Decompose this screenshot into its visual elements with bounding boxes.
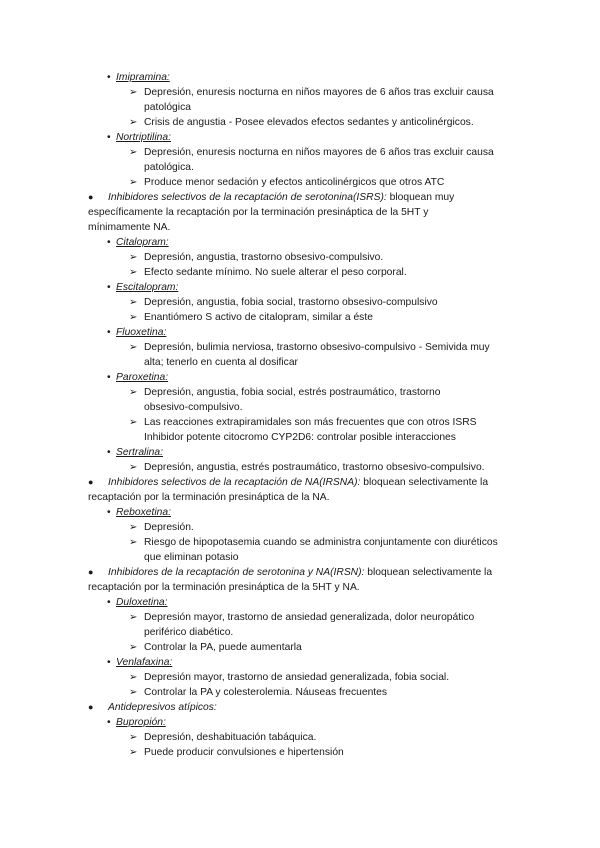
category-irsn: ● Inhibidores de la recaptación de serotonina y NA(IRSN): bloquean selectivamente la [88,567,493,578]
arrow-icon: ➢ [129,747,138,758]
drug-name: Paroxetina: [116,372,169,383]
list-item: ➢ Controlar la PA, puede aumentarla [129,642,302,653]
arrow-icon: ➢ [129,117,138,128]
drug-name: Nortriptilina: [116,132,171,143]
list-item: ➢ Controlar la PA y colesterolemia. Náuseas frecuentes [129,687,388,698]
document-body [0,70,600,760]
list-item: ➢ Crisis de angustia - Posee elevados efectos sedantes y anticolinérgicos. [129,117,474,128]
arrow-icon: ➢ [129,387,138,398]
arrow-icon: ➢ [129,642,138,653]
category-description: recaptación por la terminación presináptica de la 5HT y NA. [88,582,360,593]
list-item: ➢ Depresión, enuresis nocturna en niños mayores de 6 años tras excluir causa [129,147,494,158]
list-item: ➢ Depresión. [129,522,194,533]
list-item: ➢ Depresión, enuresis nocturna en niños mayores de 6 años tras excluir causa [129,87,494,98]
list-item: ➢ Las reacciones extrapiramidales son más frecuentes que con otros ISRS [129,417,477,428]
category-description: recaptación por la terminación presináptica de la NA. [88,492,330,503]
drug-item-bupropion [0,715,600,730]
drug-item-reboxetina [0,505,600,520]
drug-name: Escitalopram: [116,282,179,293]
category-atipicos [0,700,600,715]
dot-icon: ● [88,702,94,712]
bullet-icon: • [107,657,111,668]
drug-name: Sertralina: [116,447,163,458]
arrow-icon: ➢ [129,297,138,308]
list-item: ➢ Depresión mayor, trastorno de ansiedad generalizada, fobia social. [129,672,450,683]
arrow-icon: ➢ [129,252,138,263]
drug-item-fluoxetina [0,325,600,340]
dot-icon: ● [88,477,94,487]
list-item-continuation: que eliminan potasio [144,552,239,563]
bullet-icon: • [107,282,111,293]
arrow-icon: ➢ [129,732,138,743]
drug-item-paroxetina [0,370,600,385]
list-item: ➢ Depresión mayor, trastorno de ansiedad generalizada, dolor neuropático [129,612,475,623]
drug-name: Duloxetina: [116,597,168,608]
category-title: Antidepresivos atípicos: [108,702,217,713]
list-item: ➢ Enantiómero S activo de citalopram, similar a éste [129,312,373,323]
bullet-icon: • [107,597,111,608]
list-item: ➢ Depresión, bulimia nerviosa, trastorno obsesivo-compulsivo - Semivida muy [129,342,490,353]
drug-name: Imipramina: [116,72,170,83]
dot-icon: ● [88,192,94,202]
arrow-icon: ➢ [129,267,138,278]
list-item: ➢ Efecto sedante mínimo. No suele alterar el peso corporal. [129,267,407,278]
list-item-continuation: patológica [144,102,191,113]
category-title: Inhibidores selectivos de la recaptación de NA(IRSNA): [108,477,361,488]
category-irsna: ● Inhibidores selectivos de la recaptación de NA(IRSNA): bloquean selectivamente la [88,477,489,488]
list-item: ➢ Produce menor sedación y efectos anticolinérgicos que otros ATC [129,177,445,188]
dot-icon: ● [88,567,94,577]
arrow-icon: ➢ [129,672,138,683]
list-item-continuation: obsesivo-compulsivo. [144,402,243,413]
drug-item-nortriptilina [0,130,600,145]
arrow-icon: ➢ [129,147,138,158]
drug-name: Reboxetina: [116,507,171,518]
category-description: mínimamente NA. [88,222,171,233]
arrow-icon: ➢ [129,177,138,188]
drug-item-citalopram [0,235,600,250]
list-item-continuation: periférico diabético. [144,627,234,638]
bullet-icon: • [107,237,111,248]
bullet-icon: • [107,132,111,143]
list-item: ➢ Puede producir convulsiones e hipertensión [129,747,344,758]
bullet-icon: • [107,372,111,383]
arrow-icon: ➢ [129,462,138,473]
drug-name: Citalopram: [116,237,169,248]
arrow-icon: ➢ [129,522,138,533]
drug-name: Bupropión: [116,717,166,728]
drug-item-escitalopram [0,280,600,295]
list-item: ➢ Depresión, angustia, fobia social, estrés postraumático, trastorno [129,387,441,398]
arrow-icon: ➢ [129,417,138,428]
list-item-continuation: alta; tenerlo en cuenta al dosificar [144,357,298,368]
arrow-icon: ➢ [129,537,138,548]
arrow-icon: ➢ [129,87,138,98]
list-item-continuation: Inhibidor potente citocromo CYP2D6: controlar posible interacciones [144,432,456,443]
category-title: Inhibidores selectivos de la recaptación de serotonina(ISRS): [108,192,387,203]
drug-item-imipramina [0,70,600,85]
list-item-continuation: patológica. [144,162,194,173]
list-item: ➢ Riesgo de hipopotasemia cuando se administra conjuntamente con diuréticos [129,537,498,548]
list-item: ➢ Depresión, angustia, trastorno obsesivo-compulsivo. [129,252,384,263]
bullet-icon: • [107,507,111,518]
list-item: ➢ Depresión, angustia, estrés postraumático, trastorno obsesivo-compulsivo. [129,462,485,473]
drug-name: Venlafaxina: [116,657,173,668]
arrow-icon: ➢ [129,612,138,623]
arrow-icon: ➢ [129,312,138,323]
drug-item-duloxetina [0,595,600,610]
category-isrs: ● Inhibidores selectivos de la recaptación de serotonina(ISRS): bloquean muy [88,192,455,203]
list-item: ➢ Depresión, angustia, fobia social, trastorno obsesivo-compulsivo [129,297,438,308]
drug-item-sertralina [0,445,600,460]
list-item: ➢ Depresión, deshabituación tabáquica. [129,732,317,743]
bullet-icon: • [107,447,111,458]
drug-name: Fluoxetina: [116,327,167,338]
bullet-icon: • [107,717,111,728]
arrow-icon: ➢ [129,687,138,698]
arrow-icon: ➢ [129,342,138,353]
category-description: específicamente la recaptación por la terminación presináptica de la 5HT y [88,207,429,218]
drug-item-venlafaxina [0,655,600,670]
category-title: Inhibidores de la recaptación de serotonina y NA(IRSN): [108,567,365,578]
bullet-icon: • [107,72,111,83]
bullet-icon: • [107,327,111,338]
